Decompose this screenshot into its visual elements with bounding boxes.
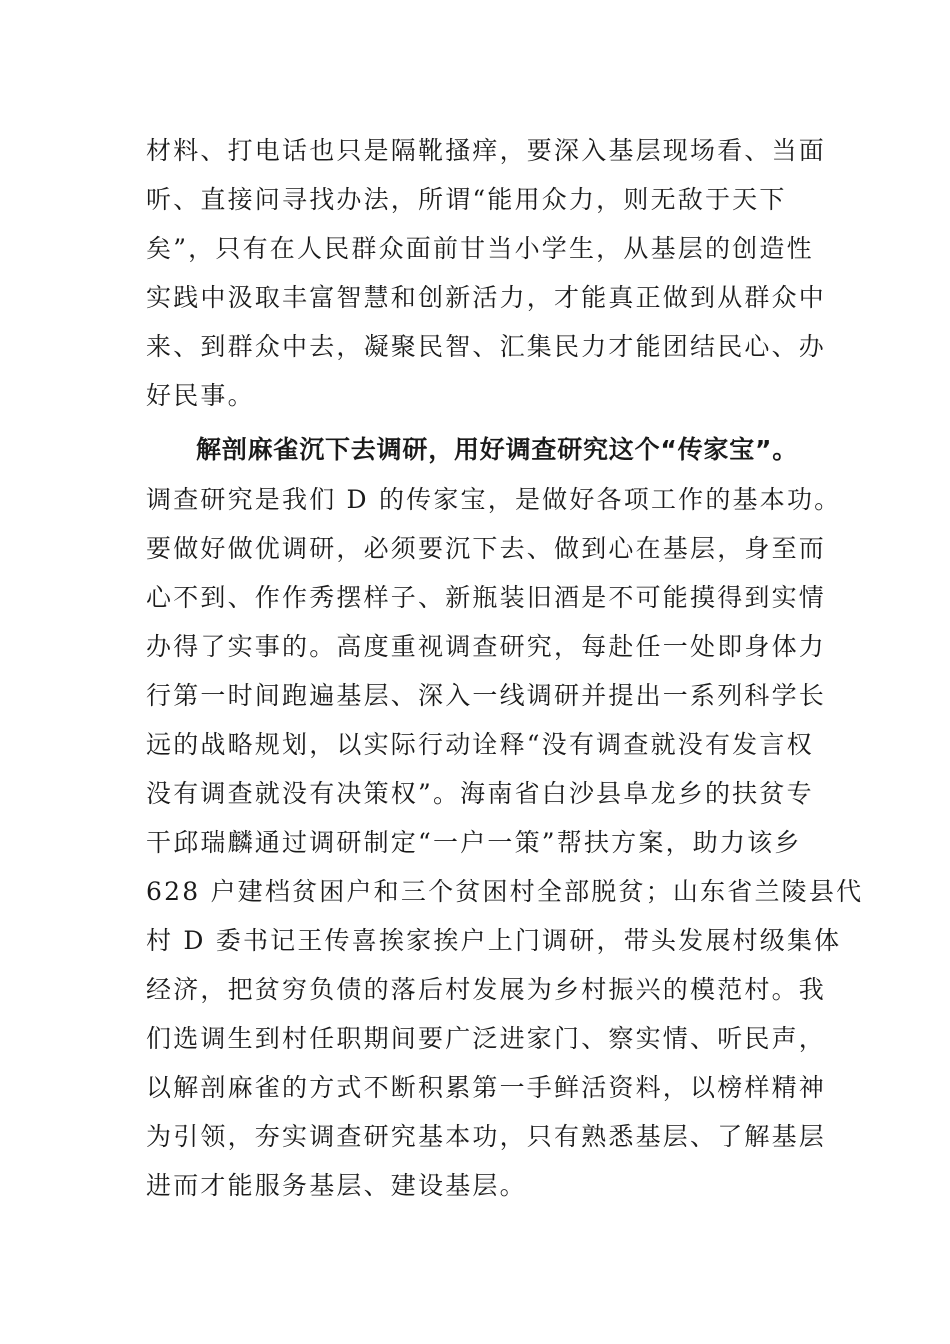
paragraph-2-line-4: 办得了实事的。高度重视调查研究，每赴任一处即身体力 — [146, 632, 827, 661]
paragraph-2-line-3: 心不到、作作秀摆样子、新瓶装旧酒是不可能摸得到实情 — [146, 583, 827, 612]
paragraph-1-line-5: 来、到群众中去，凝聚民智、汇集民力才能团结民心、办 — [146, 332, 827, 361]
paragraph-2-line-13: 以解剖麻雀的方式不断积累第一手鲜活资料，以榜样精神 — [146, 1073, 827, 1102]
paragraph-2-line-10: 村 D 委书记王传喜挨家挨户上门调研，带头发展村级集体 — [146, 926, 842, 955]
paragraph-2-line-9: 628 户建档贫困户和三个贫困村全部脱贫；山东省兰陵县代 — [146, 877, 864, 906]
paragraph-2-line-11: 经济，把贫穷负债的落后村发展为乡村振兴的模范村。我 — [146, 975, 827, 1004]
paragraph-1-line-6: 好民事。 — [146, 381, 255, 410]
paragraph-2-line-14: 为引领，夯实调查研究基本功，只有熟悉基层、了解基层 — [146, 1122, 827, 1151]
paragraph-1-line-2: 听、直接问寻找办法，所谓“能用众力，则无敌于天下 — [146, 185, 787, 214]
paragraph-2-line-6: 远的战略规划，以实际行动诠释“没有调查就没有发言权 — [146, 730, 814, 759]
paragraph-2-line-12: 们选调生到村任职期间要广泛进家门、察实情、听民声， — [146, 1024, 827, 1053]
paragraph-1-line-4: 实践中汲取丰富智慧和创新活力，才能真正做到从群众中 — [146, 283, 827, 312]
section-heading: 解剖麻雀沉下去调研，用好调查研究这个“传家宝”。 — [196, 435, 799, 464]
paragraph-2-line-8: 干邱瑞麟通过调研制定“一户一策”帮扶方案，助力该乡 — [146, 828, 802, 857]
paragraph-1-line-3: 矣”，只有在人民群众面前甘当小学生，从基层的创造性 — [146, 234, 814, 263]
paragraph-2-line-1: 调查研究是我们 D 的传家宝，是做好各项工作的基本功。 — [146, 485, 842, 514]
paragraph-2-line-7: 没有调查就没有决策权”。海南省白沙县阜龙乡的扶贫专 — [146, 779, 814, 808]
paragraph-2-line-15: 进而才能服务基层、建设基层。 — [146, 1171, 527, 1200]
paragraph-1-line-1: 材料、打电话也只是隔靴搔痒，要深入基层现场看、当面 — [146, 136, 827, 165]
paragraph-2-line-5: 行第一时间跑遍基层、深入一线调研并提出一系列科学长 — [146, 681, 827, 710]
paragraph-2-line-2: 要做好做优调研，必须要沉下去、做到心在基层，身至而 — [146, 534, 827, 563]
